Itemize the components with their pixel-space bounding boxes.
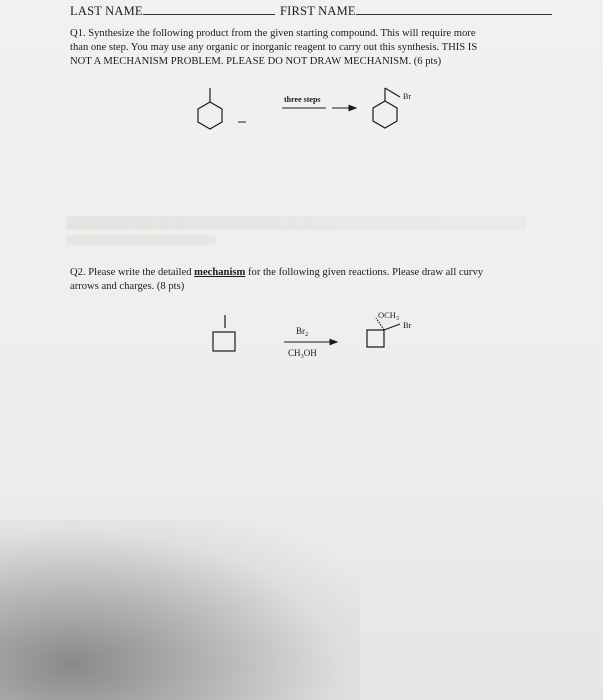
q2-reagent-bottom: $CH_3OH$ bbox=[288, 348, 317, 360]
starting-material-structure bbox=[198, 88, 222, 129]
product-structure bbox=[373, 88, 400, 128]
first-name-blank bbox=[356, 2, 552, 15]
q2-mechanism-word: mechanism bbox=[194, 267, 246, 278]
q2-product-och3: $OCH_3$ bbox=[378, 310, 399, 322]
q2-line-1 bbox=[70, 266, 570, 280]
q2-product-structure bbox=[367, 318, 400, 347]
q2-reagent-top: $Br_2$ bbox=[296, 326, 309, 338]
q2-line-2: arrows and charges. (8 pts) bbox=[70, 281, 185, 292]
last-name-blank bbox=[143, 2, 275, 15]
first-name-label: FIRST NAME bbox=[280, 4, 356, 18]
first-name-field[interactable] bbox=[280, 2, 552, 19]
q1-reaction-arrow bbox=[282, 105, 356, 110]
q1-arrow-label: three steps bbox=[284, 95, 321, 104]
q2-line-1-b: for the following given reactions. Please draw all curvy bbox=[245, 267, 484, 278]
q2-question bbox=[70, 266, 570, 294]
q1-line-1: Q1. Synthesize the following product from the given starting compound. This will require more bbox=[70, 28, 476, 39]
q1-question bbox=[70, 27, 570, 69]
q2-reaction-arrow bbox=[284, 339, 337, 344]
q1-product-br: Br bbox=[403, 92, 411, 101]
photo-shadow bbox=[0, 520, 360, 700]
bleed-through-text bbox=[66, 216, 536, 245]
q1-reaction-scheme bbox=[180, 82, 440, 142]
q1-line-2: than one step. You may use any organic or inorganic reagent to carry out this synthesis. THIS IS bbox=[70, 42, 478, 53]
q2-starting-ring-shape bbox=[212, 331, 238, 353]
q1-line-3: NOT A MECHANISM PROBLEM. PLEASE DO NOT DRAW MECHANISM. (6 pts) bbox=[70, 56, 442, 67]
q2-line-1-a: Q2. Please write the detailed bbox=[70, 267, 195, 278]
last-name-field[interactable] bbox=[70, 2, 275, 19]
last-name-label: LAST NAME bbox=[70, 4, 143, 18]
q2-product-br: Br bbox=[403, 320, 412, 330]
